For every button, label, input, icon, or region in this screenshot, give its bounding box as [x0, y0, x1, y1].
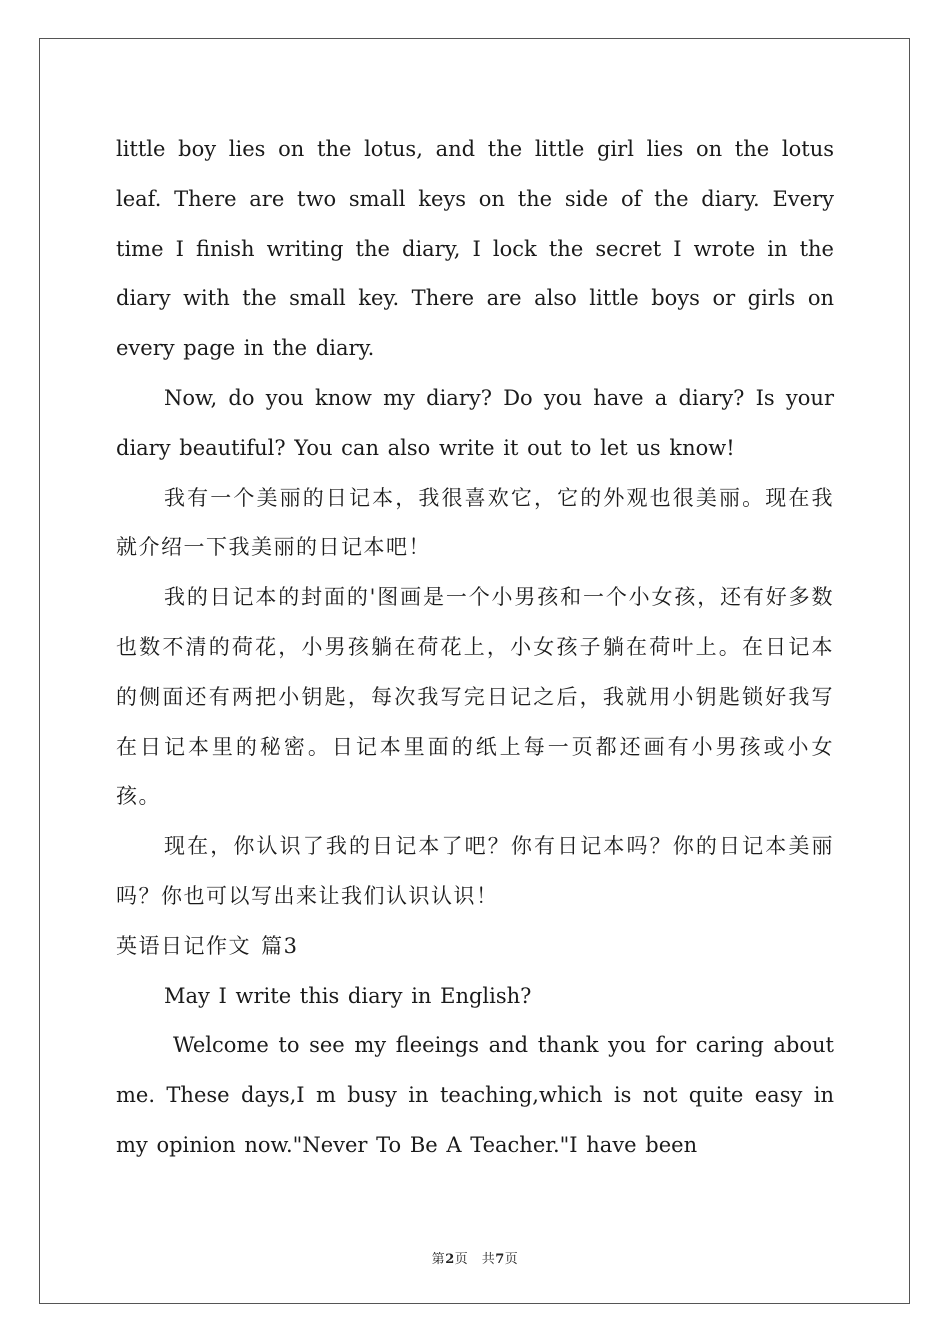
paragraph-diary-title: May I write this diary in English? [164, 983, 532, 1008]
paragraph-welcome: Welcome to see my fleeings and thank you for caring about me. These days,I m busy in teaching,which is not quite easy in my opinion now."Never To Be A Teacher."I have been [116, 1033, 834, 1157]
footer-page-current: 2 [445, 1252, 455, 1267]
section-heading: 英语日记作文 篇3 [116, 933, 299, 958]
paragraph-diary-description-continued: little boy lies on the lotus, and the little girl lies on the lotus leaf. There are two small keys on the side of the diary. Every time I finish writing the diary, I lock the secret I wrote in the diary with the small key. There are also little boys or girls on every page in the diary. [116, 137, 834, 361]
paragraph-cn-question: 现在，你认识了我的日记本了吧？你有日记本吗？你的日记本美丽吗？你也可以写出来让我们认识认识！ [116, 834, 834, 908]
footer-page-suffix: 页 [504, 1252, 519, 1267]
paragraph-cn-cover: 我的日记本的封面的'图画是一个小男孩和一个小女孩，还有好多数也数不清的荷花，小男孩躺在荷花上，小女孩子躺在荷叶上。在日记本的侧面还有两把小钥匙，每次我写完日记之后，我就用小钥匙锁好我写在日记本里的秘密。日记本里面的纸上每一页都还画有小男孩或小女孩。 [116, 585, 834, 809]
page-footer [0, 1248, 950, 1267]
paragraph-cn-intro: 我有一个美丽的日记本，我很喜欢它，它的外观也很美丽。现在我就介绍一下我美丽的日记本吧！ [116, 485, 834, 560]
document-body [116, 125, 834, 1171]
footer-page-mid: 页 共 [454, 1252, 496, 1267]
footer-page-total: 7 [495, 1252, 505, 1267]
paragraph-diary-question: Now, do you know my diary? Do you have a diary? Is your diary beautiful? You can also write it out to let us know! [116, 385, 834, 460]
footer-page-prefix: 第 [431, 1252, 446, 1267]
